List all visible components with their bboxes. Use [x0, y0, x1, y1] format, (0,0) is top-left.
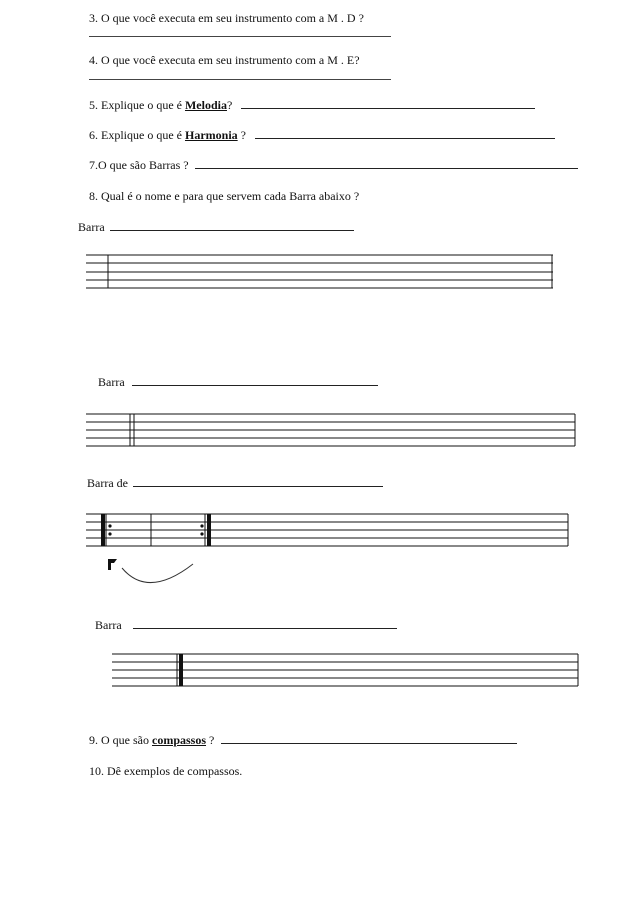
- question-7-text: 7.O que são Barras ?: [89, 158, 189, 172]
- barra-answer-line-3[interactable]: [133, 476, 383, 487]
- barra-label-3-text: Barra de: [87, 476, 128, 490]
- question-3-text: 3. O que você executa em seu instrumento com a M . D ?: [89, 11, 364, 25]
- barra-label-1-text: Barra: [78, 220, 105, 234]
- barra-answer-line-1[interactable]: [110, 220, 354, 231]
- question-6-suffix: ?: [237, 128, 246, 142]
- question-8: [89, 189, 359, 203]
- question-9: [89, 733, 517, 747]
- question-4-text: 4. O que você executa em seu instrumento com a M . E?: [89, 53, 360, 67]
- melodia-term: Melodia: [184, 98, 227, 112]
- question-7: [89, 158, 578, 172]
- answer-line-3[interactable]: [89, 36, 391, 37]
- barra-label-1: [78, 220, 354, 234]
- answer-line-6[interactable]: [255, 128, 555, 139]
- answer-line-5[interactable]: [241, 98, 535, 109]
- question-5-text: 5. Explique o que é: [89, 98, 185, 112]
- question-10: [89, 764, 242, 778]
- staff-3-repeat-bars: [0, 508, 638, 558]
- barra-label-3: [87, 476, 383, 490]
- question-3: [89, 11, 364, 25]
- staff-4-final-bar: [0, 648, 638, 698]
- question-6-text: 6. Explique o que é: [89, 128, 185, 142]
- barra-label-4-text: Barra: [95, 618, 122, 632]
- question-10-text: 10. Dê exemplos de compassos.: [89, 764, 243, 778]
- question-9-text: 9. O que são: [89, 733, 152, 747]
- barra-label-2-text: Barra: [98, 375, 125, 389]
- question-5-suffix: ?: [226, 98, 233, 112]
- answer-line-9[interactable]: [221, 733, 517, 744]
- staff-1: [0, 240, 638, 300]
- question-6: [89, 128, 555, 142]
- question-9-suffix: ?: [206, 733, 215, 747]
- barra-answer-line-4[interactable]: [133, 618, 397, 629]
- curve-drawing: [100, 555, 220, 605]
- staff-2-double-bar: [0, 406, 638, 456]
- barra-answer-line-2[interactable]: [132, 375, 378, 386]
- compassos-term: compassos: [152, 733, 207, 747]
- question-4: [89, 53, 360, 67]
- question-5: [89, 98, 535, 112]
- question-8-text: 8. Qual é o nome e para que servem cada Barra abaixo ?: [89, 189, 360, 203]
- barra-label-2: [98, 375, 378, 389]
- answer-line-7[interactable]: [195, 158, 578, 169]
- answer-line-4[interactable]: [89, 79, 391, 80]
- harmonia-term: Harmonia: [184, 128, 238, 142]
- barra-label-4: [95, 618, 397, 632]
